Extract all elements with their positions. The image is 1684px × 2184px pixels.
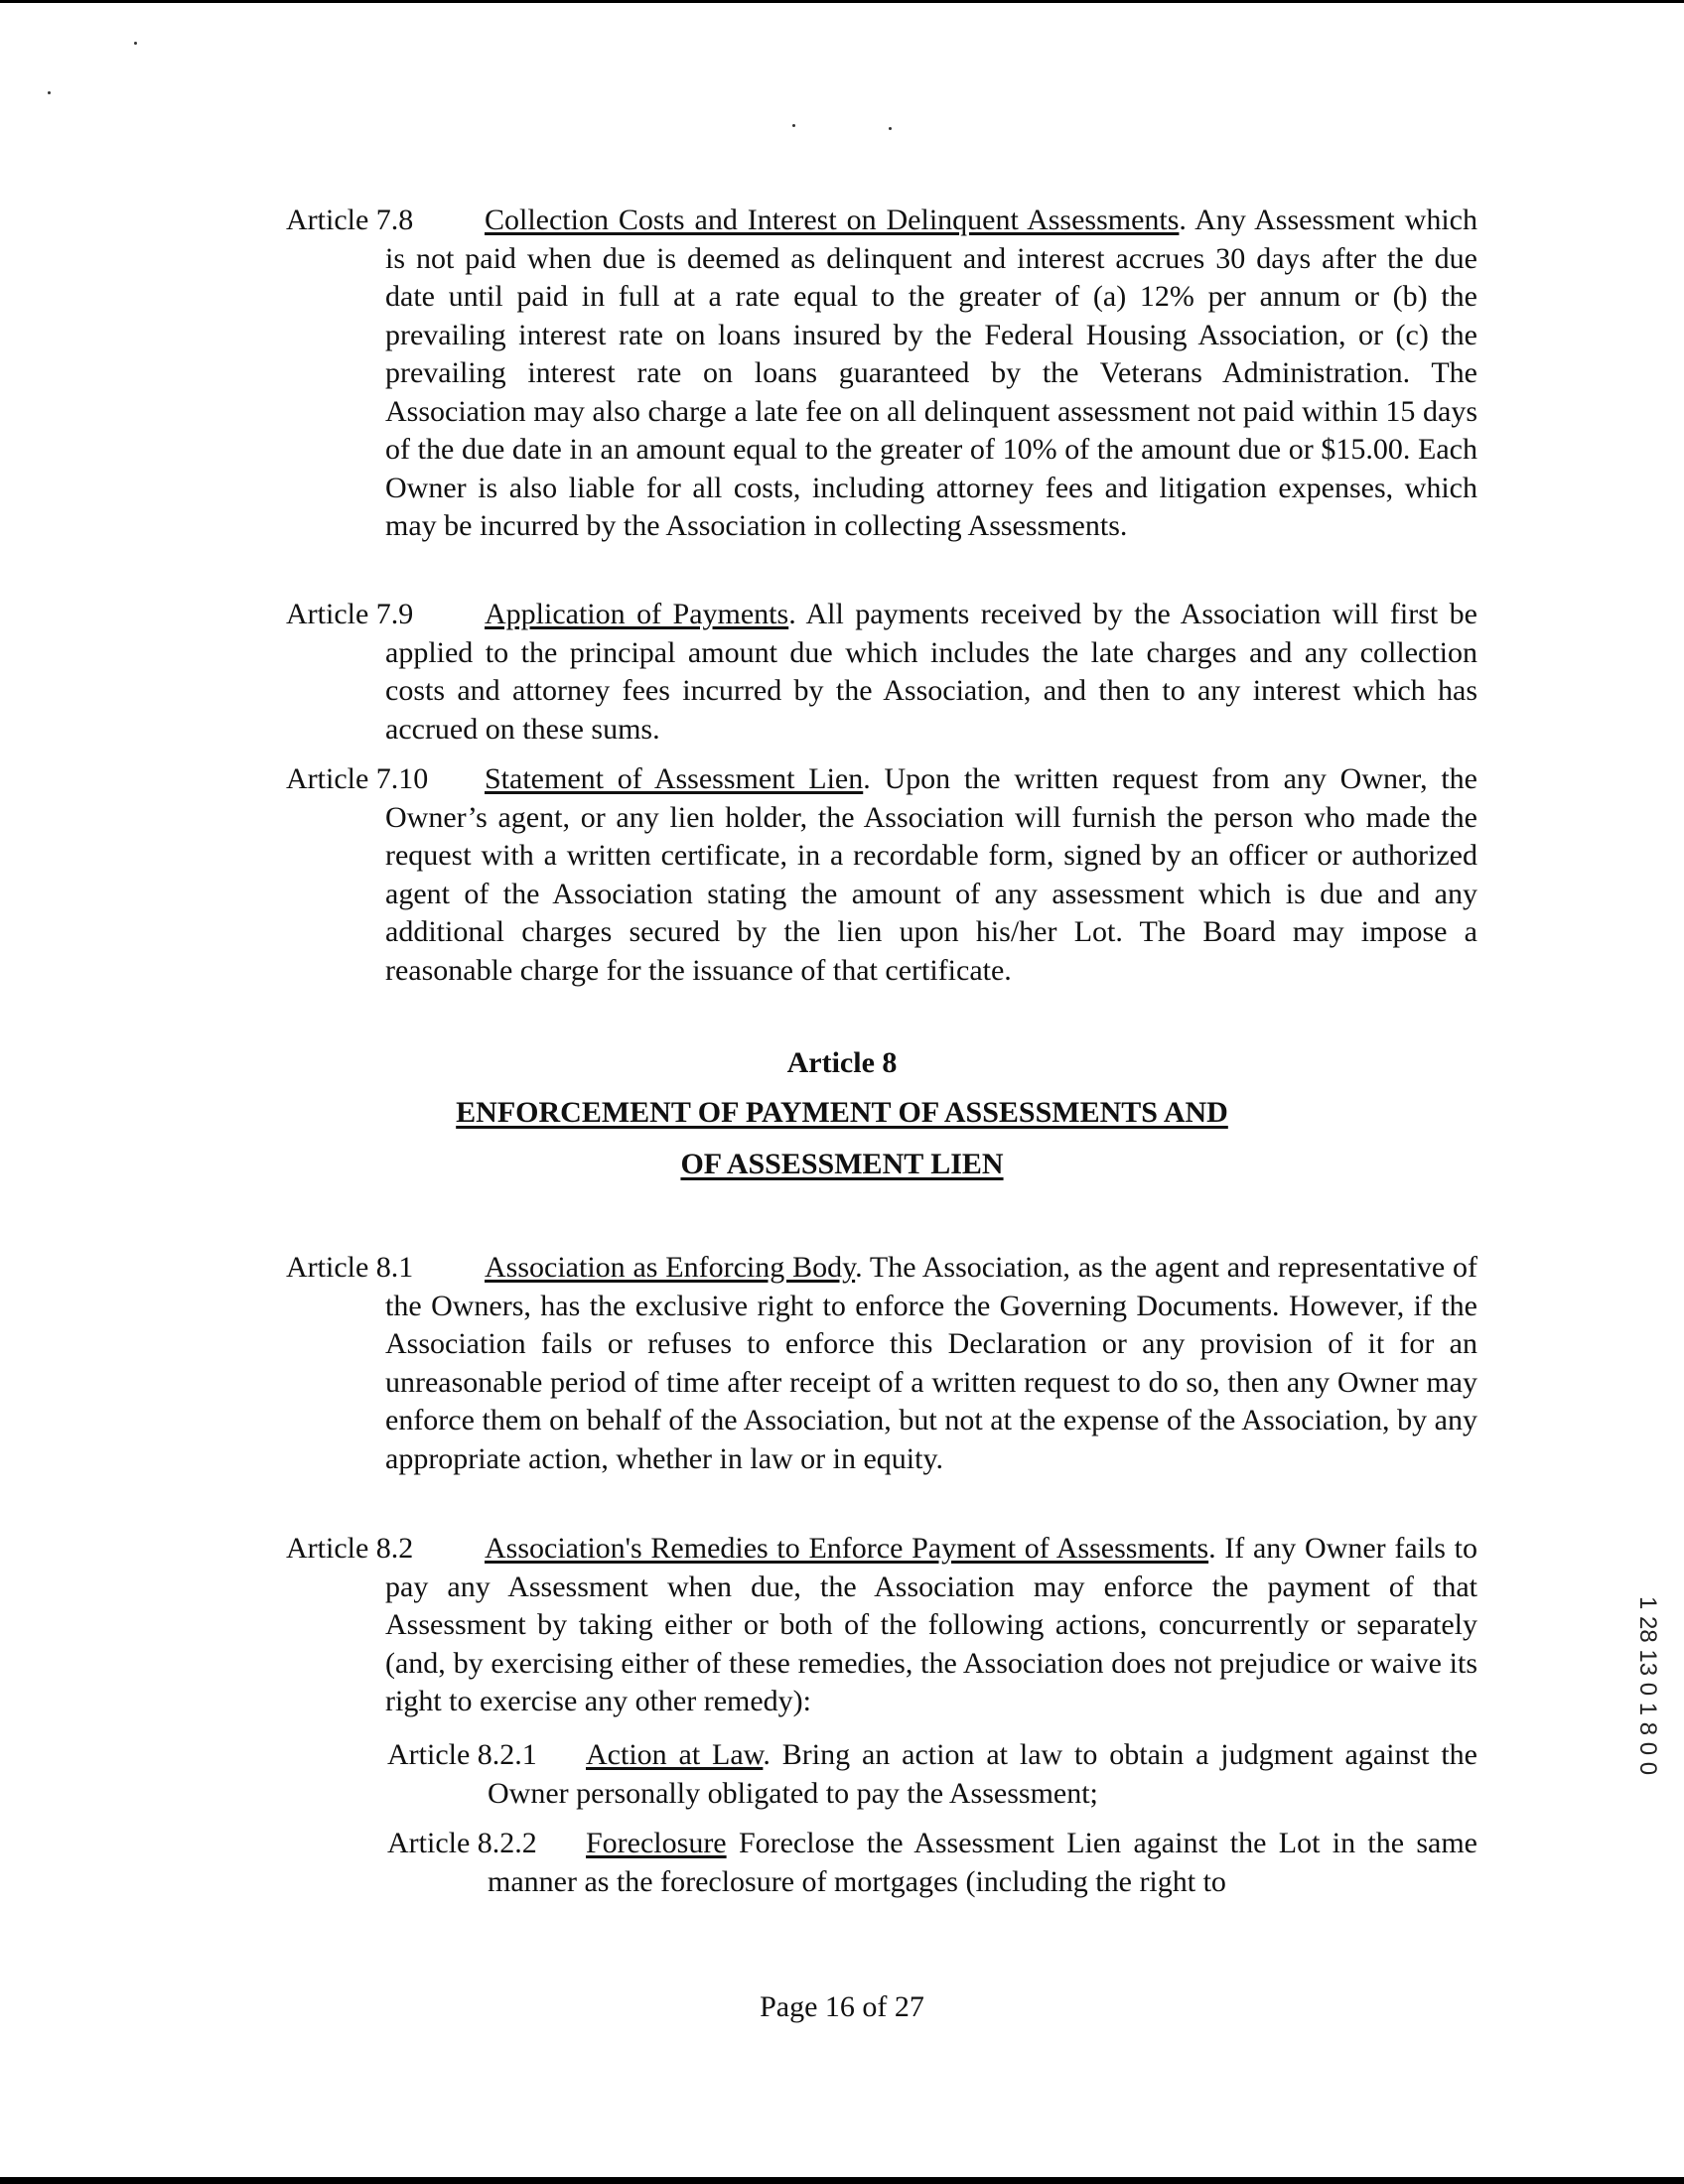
article-body	[488, 1825, 1477, 1901]
article-title: Application of Payments	[485, 598, 789, 630]
article-text: . All payments received by the Association will first be applied to the principal amount due which includes the late charges and any collection costs and attorney fees incurred by the Association, and then to any interest which has accrued on these sums.	[385, 598, 1477, 746]
article-body	[385, 596, 1477, 749]
article-label: Article 7.8	[286, 204, 414, 236]
article-label: Article 7.10	[286, 762, 429, 795]
article-7-10	[286, 760, 1477, 990]
article-label: Article 7.9	[286, 598, 414, 630]
page-number: Page 16 of 27	[760, 1990, 924, 2023]
article-7-9	[286, 596, 1477, 749]
article-label: Article 8.2	[286, 1532, 414, 1565]
article-title: Association's Remedies to Enforce Payment of Assessments	[485, 1532, 1209, 1565]
article-8-1	[286, 1249, 1477, 1478]
article-title: Statement of Assessment Lien	[485, 762, 864, 795]
article-body	[488, 1736, 1477, 1813]
scan-speck	[889, 127, 892, 130]
article-text: . Any Assessment which is not paid when due is deemed as delinquent and interest accrues 30 days after the due date until paid in full at a rate equal to the greater of (a) 12% per annum or (b) the prevailing interest rate on loans insured by the Federal Housing Association, or (c) the prevailing interest rate on loans guaranteed by the Veterans Administration. The Association may also charge a late fee on all delinquent assessment not paid within 15 days of the due date in an amount equal to the greater of 10% of the amount due or $15.00. Each Owner is also liable for all costs, including attorney fees and litigation expenses, which may be incurred by the Association in collecting Assessments.	[385, 204, 1477, 542]
scan-speck	[134, 42, 137, 45]
article-text: . Bring an action at law to obtain a judgment against the Owner personally obligated to pay the Assessment;	[488, 1738, 1477, 1810]
scan-top-border	[0, 0, 1684, 3]
article-title: Foreclosure	[586, 1827, 727, 1859]
article-label: Article 8.1	[286, 1251, 414, 1284]
recording-stamp: 1 28 13 0 1 8 0 0	[1634, 1596, 1661, 1776]
scan-speck	[792, 124, 795, 127]
article-label: Article 8.2.1	[387, 1738, 537, 1771]
article-body	[385, 760, 1477, 990]
article-text: . Upon the written request from any Owner, the Owner’s agent, or any lien holder, the Association will furnish the person who made the request with a written certificate, in a recordable form, signed by an officer or authorized agent of the Association stating the amount of any assessment which is due and any additional charges secured by the lien upon his/her Lot. The Board may impose a reasonable charge for the issuance of that certificate.	[385, 762, 1478, 987]
article-title: Association as Enforcing Body	[485, 1251, 856, 1284]
article-8-2-2	[387, 1825, 1477, 1901]
chapter-title-line2: OF ASSESSMENT LIEN	[680, 1148, 1004, 1180]
scan-bottom-border	[0, 2177, 1684, 2184]
article-label: Article 8.2.2	[387, 1827, 537, 1859]
chapter-number: Article 8	[786, 1046, 898, 1079]
article-text: . The Association, as the agent and representative of the Owners, has the exclusive right to enforce the Governing Documents. However, if the Association fails or refuses to enforce this Declaration or any provision of it for an unreasonable period of time after receipt of a written request to do so, then any Owner may enforce them on behalf of the Association, but not at the expense of the Association, by any appropriate action, whether in law or in equity.	[385, 1251, 1477, 1475]
chapter-title-line1: ENFORCEMENT OF PAYMENT OF ASSESSMENTS AND	[456, 1096, 1228, 1129]
article-title: Action at Law	[586, 1738, 764, 1771]
scan-speck	[48, 91, 51, 94]
article-body	[385, 1249, 1477, 1478]
article-title: Collection Costs and Interest on Delinquent Assessments	[485, 204, 1180, 236]
article-body	[385, 1530, 1477, 1721]
article-8-2	[286, 1530, 1477, 1721]
article-text: . If any Owner fails to pay any Assessment when due, the Association may enforce the payment of that Assessment by taking either or both of the following actions, concurrently or separately (and, by exercising either of these remedies, the Association does not prejudice or waive its right to exercise any other remedy):	[385, 1532, 1478, 1717]
article-text: Foreclose the Assessment Lien against the Lot in the same manner as the foreclosure of mortgages (including the right to	[488, 1827, 1477, 1898]
article-body	[385, 202, 1477, 546]
article-8-2-1	[387, 1736, 1477, 1813]
article-7-8	[286, 202, 1477, 546]
